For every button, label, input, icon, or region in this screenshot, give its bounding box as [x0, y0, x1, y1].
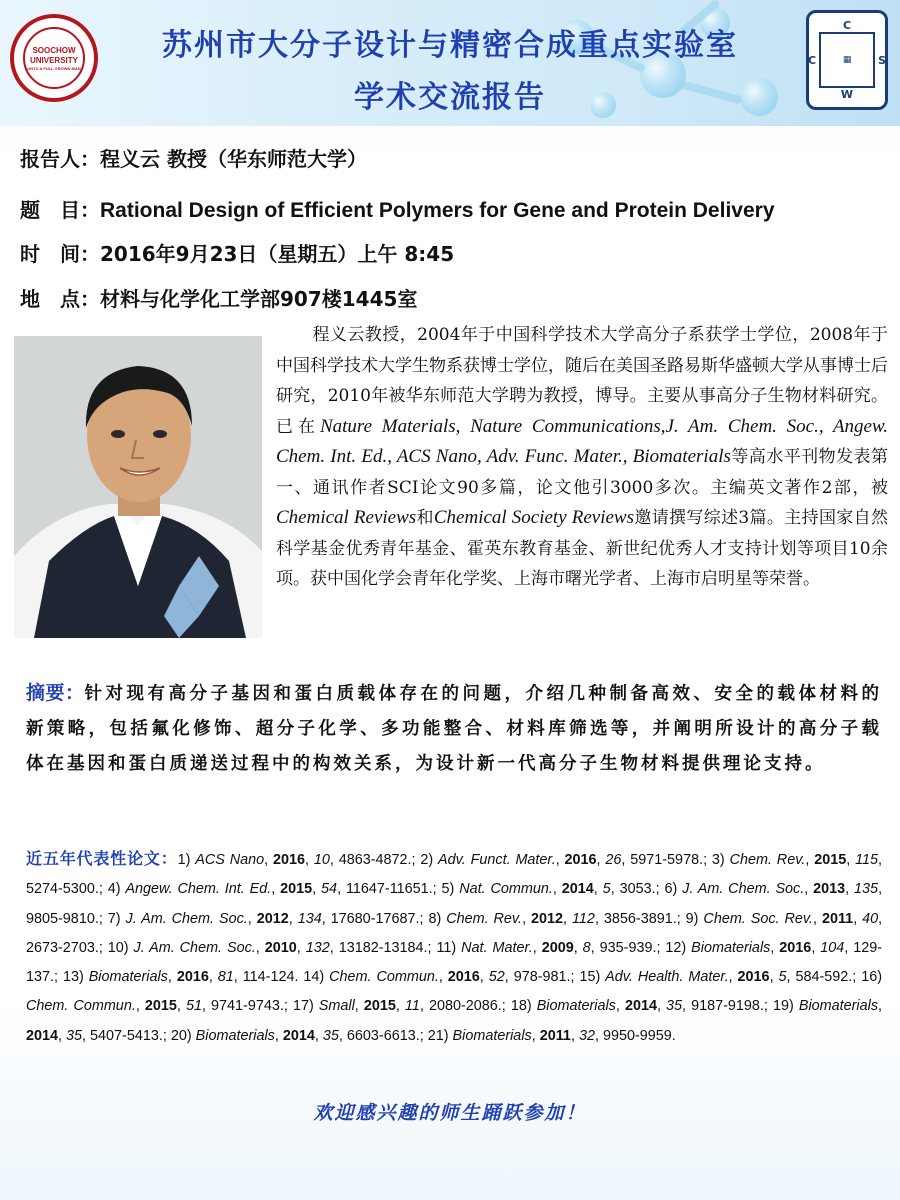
paper-item: 20) Biomaterials, 2014, 35, 6603-6613.; [170, 1027, 428, 1044]
logo-left-motto: UNTO A FULL GROWN MAN [27, 65, 81, 71]
paper-number: 2) [420, 852, 439, 868]
welcome-message: 欢迎感兴趣的师生踊跃参加！ [313, 1102, 587, 1124]
paper-item: 13) Biomaterials, 2016, 81, 114-124. [62, 969, 299, 986]
paper-number: 15) [579, 969, 606, 986]
poster-header [0, 0, 900, 126]
bio-journals: Nature Materials, Nature Communications,J. Am. Chem. Soc., Angew. Chem. Int. Ed., ACS Nano, Adv. Func. Mater., Biomaterials [276, 415, 889, 467]
college-logo [806, 10, 888, 110]
paper-year: 2014 [624, 998, 657, 1015]
paper-journal: Chem. Rev. [729, 852, 806, 868]
soochow-university-logo [10, 14, 98, 102]
paper-pages: 5274-5300. [26, 881, 99, 898]
paper-journal: Adv. Funct. Mater. [438, 852, 556, 868]
paper-pages: 5407-5413. [90, 1027, 163, 1044]
bio-text-3: 邀请撰写综述3篇。主持国家自然科学基金优秀青年基金、霍英东教育基金、新世纪优秀人才支持计划等项目10余项。获中国化学会青年化学奖、上海市曙光学者、上海市启明星等荣誉。 [276, 508, 888, 589]
paper-number: 20) [170, 1027, 196, 1044]
paper-number: 21) [427, 1027, 453, 1044]
paper-item: 5) Nat. Commun., 2014, 5, 3053.; [441, 881, 665, 898]
speaker-biography [276, 320, 888, 595]
paper-item: 19) Biomaterials, 2014, 35, 5407-5413.; [26, 998, 883, 1044]
paper-volume: 35 [322, 1027, 339, 1044]
logo-right-letter-bottom: W [840, 88, 854, 101]
logo-right-letter-right: S [878, 53, 887, 67]
poster-subtitle: 学术交流报告 [354, 80, 546, 115]
paper-volume: 52 [488, 969, 505, 986]
speaker-portrait-illustration [14, 336, 262, 638]
paper-journal: Biomaterials [195, 1027, 275, 1044]
paper-number: 9) [685, 910, 704, 927]
paper-year: 2009 [541, 939, 574, 956]
paper-item: 7) J. Am. Chem. Soc., 2012, 134, 17680-17687.; [107, 910, 429, 927]
paper-item: 1) ACS Nano, 2016, 10, 4863-4872.; [177, 852, 421, 868]
reporter-label: 报告人： [20, 147, 100, 171]
bio-review-1: Chemical Reviews [276, 507, 417, 528]
paper-journal: Chem. Commun. [26, 998, 136, 1015]
paper-item: 9) Chem. Soc. Rev., 2011, 40, 2673-2703.; [26, 910, 883, 956]
paper-year: 2015 [814, 852, 847, 868]
paper-journal: Biomaterials [798, 998, 879, 1015]
paper-journal: Chem. Commun. [329, 969, 439, 986]
paper-journal: ACS Nano [195, 852, 265, 868]
paper-number: 11) [436, 939, 462, 956]
paper-year: 2016 [737, 969, 770, 986]
logo-right-emblem: ▦ [819, 32, 875, 88]
paper-volume: 11 [404, 998, 420, 1015]
paper-item: 17) Small, 2015, 11, 2080-2086.; [292, 998, 511, 1015]
paper-journal: Chem. Soc. Rev. [703, 910, 814, 927]
paper-year: 2011 [539, 1027, 571, 1044]
time-label: 时 间： [20, 242, 100, 266]
paper-volume: 35 [66, 1027, 83, 1044]
abstract-label: 摘要： [26, 682, 85, 704]
paper-journal: Chem. Rev. [446, 910, 523, 927]
paper-journal: Angew. Chem. Int. Ed. [125, 881, 272, 898]
topic-label: 题 目： [20, 198, 100, 222]
paper-item: 2) Adv. Funct. Mater., 2016, 26, 5971-5978.; [420, 852, 712, 868]
paper-number: 3) [711, 852, 730, 868]
paper-number: 7) [107, 910, 126, 927]
papers-label: 近五年代表性论文： [26, 849, 178, 868]
paper-item: 15) Adv. Health. Mater., 2016, 5, 584-592.; [579, 969, 862, 986]
paper-pages: 9187-9198. [691, 998, 764, 1015]
paper-volume: 51 [185, 998, 202, 1015]
bio-text-2: 等高水平刊物发表第一、通讯作者SCI论文90多篇，论文他引3000多次。主编英文著作2部，被 [276, 447, 888, 498]
paper-year: 2011 [821, 910, 854, 927]
paper-item: 14) Chem. Commun., 2016, 52, 978-981.; [303, 969, 580, 986]
paper-year: 2014 [282, 1027, 315, 1044]
paper-item: 16) Chem. Commun., 2015, 51, 9741-9743.; [26, 969, 883, 1015]
paper-year: 2016 [779, 939, 812, 956]
paper-year: 2013 [813, 881, 846, 898]
paper-journal: J. Am. Chem. Soc. [125, 910, 248, 927]
reporter-row [20, 143, 367, 172]
paper-year: 2016 [272, 852, 305, 868]
logo-left-bottom-text: UNIVERSITY [29, 55, 78, 65]
paper-pages: 3053. [619, 881, 656, 898]
paper-pages: 129-137. [26, 939, 883, 986]
paper-year: 2016 [564, 852, 597, 868]
paper-journal: Nat. Mater. [461, 939, 533, 956]
paper-number: 4) [107, 881, 126, 898]
paper-pages: 4863-4872. [338, 852, 412, 868]
paper-number: 8) [428, 910, 447, 927]
paper-volume: 134 [297, 910, 322, 927]
paper-item: 10) J. Am. Chem. Soc., 2010, 132, 13182-13184.; [107, 939, 437, 956]
paper-pages: 11647-11651. [345, 881, 433, 898]
time-value: 2016年9月23日（星期五）上午 8:45 [100, 242, 455, 266]
paper-journal: Biomaterials [536, 998, 616, 1015]
paper-volume: 81 [217, 969, 234, 986]
paper-pages: 2673-2703. [26, 939, 99, 956]
paper-volume: 40 [862, 910, 879, 927]
paper-number: 18) [510, 998, 537, 1015]
paper-volume: 8 [582, 939, 591, 956]
bio-text-1: 程义云教授，2004年于中国科学技术大学高分子系获学士学位，2008年于中国科学技术大学生物系获博士学位，随后在美国圣路易斯华盛顿大学从事博士后研究，2010年被华东师范大学聘为教授，博导。主要从事高分子生物材料研究。已在 [276, 325, 888, 437]
paper-list [26, 852, 882, 1044]
paper-pages: 6603-6613. [346, 1027, 420, 1044]
paper-pages: 13182-13184. [338, 939, 428, 956]
bio-review-2: Chemical Society Reviews [433, 507, 634, 528]
paper-year: 2014 [561, 881, 594, 898]
poster-title: 苏州市大分子设计与精密合成重点实验室 [162, 28, 738, 63]
paper-journal: Adv. Health. Mater. [605, 969, 729, 986]
paper-number: 17) [292, 998, 319, 1015]
paper-pages: 9741-9743. [211, 998, 284, 1015]
paper-volume: 115 [855, 852, 879, 868]
paper-volume: 32 [578, 1027, 595, 1044]
bio-and: 和 [416, 508, 434, 528]
paper-number: 19) [772, 998, 799, 1015]
paper-journal: Small [318, 998, 355, 1015]
paper-volume: 5 [602, 881, 611, 898]
place-value: 材料与化学化工学部907楼1445室 [100, 287, 418, 311]
logo-left-top-text: SOOCHOW [32, 45, 76, 55]
paper-pages: 114-124. [242, 969, 299, 986]
paper-item: 8) Chem. Rev., 2012, 112, 3856-3891.; [428, 910, 686, 927]
paper-pages: 584-592. [795, 969, 853, 986]
paper-number: 6) [664, 881, 683, 898]
paper-year: 2010 [264, 939, 297, 956]
paper-volume: 35 [666, 998, 683, 1015]
paper-number: 10) [107, 939, 134, 956]
reporter-value: 程义云 教授（华东师范大学） [100, 147, 367, 171]
abstract-section [26, 676, 882, 782]
paper-pages: 2080-2086. [428, 998, 502, 1015]
paper-volume: 10 [313, 852, 330, 868]
paper-year: 2012 [531, 910, 564, 927]
abstract-text: 针对现有高分子基因和蛋白质载体存在的问题，介绍几种制备高效、安全的载体材料的新策略，包括氟化修饰、超分子化学、多功能整合、材料库筛选等，并阐明所设计的高分子载体在基因和蛋白质递送过程中的构效关系，为设计新一代高分子生物材料提供理论支持。 [26, 684, 882, 774]
paper-volume: 112 [571, 910, 595, 927]
paper-number: 13) [62, 969, 89, 986]
representative-papers [26, 844, 882, 1051]
time-row [20, 238, 454, 267]
paper-journal: J. Am. Chem. Soc. [682, 881, 805, 898]
paper-pages: 3856-3891. [603, 910, 677, 927]
paper-journal: Biomaterials [452, 1027, 532, 1044]
paper-item: 21) Biomaterials, 2011, 32, 9950-9959. [427, 1027, 676, 1044]
paper-volume: 26 [605, 852, 622, 868]
logo-right-letter-left: C [808, 53, 817, 67]
paper-journal: Nat. Commun. [459, 881, 553, 898]
topic-value: Rational Design of Efficient Polymers for Gene and Protein Delivery [100, 199, 775, 222]
topic-row [20, 194, 775, 223]
paper-year: 2016 [176, 969, 209, 986]
paper-year: 2014 [26, 1027, 59, 1044]
paper-volume: 5 [778, 969, 787, 986]
paper-item: 3) Chem. Rev., 2015, 115, 5274-5300.; [26, 852, 883, 898]
paper-number: 5) [441, 881, 460, 898]
paper-pages: 17680-17687. [330, 910, 420, 927]
paper-journal: Biomaterials [88, 969, 168, 986]
logo-right-letter-top: C [842, 19, 852, 32]
paper-item: 4) Angew. Chem. Int. Ed., 2015, 54, 11647-11651.; [107, 881, 442, 898]
paper-journal: J. Am. Chem. Soc. [133, 939, 256, 956]
place-row [20, 283, 417, 312]
paper-year: 2015 [280, 881, 313, 898]
paper-item: 12) Biomaterials, 2016, 104, 129-137.; [26, 939, 883, 986]
paper-volume: 104 [820, 939, 845, 956]
paper-number: 16) [861, 969, 883, 986]
paper-journal: Biomaterials [691, 939, 771, 956]
paper-number: 14) [303, 969, 330, 986]
place-label: 地 点： [20, 287, 100, 311]
speaker-photo [14, 336, 262, 638]
paper-number: 12) [665, 939, 692, 956]
paper-item: 11) Nat. Mater., 2009, 8, 935-939.; [436, 939, 666, 956]
paper-year: 2015 [144, 998, 177, 1015]
paper-year: 2016 [447, 969, 480, 986]
paper-item: 6) J. Am. Chem. Soc., 2013, 135, 9805-9810.; [26, 881, 883, 927]
paper-volume: 135 [854, 881, 879, 898]
paper-number: 1) [177, 852, 196, 868]
paper-year: 2015 [363, 998, 396, 1015]
paper-volume: 132 [305, 939, 330, 956]
paper-pages: 5971-5978. [630, 852, 704, 868]
paper-pages: 9950-9959. [602, 1027, 676, 1044]
paper-pages: 978-981. [513, 969, 571, 986]
paper-pages: 935-939. [599, 939, 657, 956]
paper-pages: 9805-9810. [26, 910, 99, 927]
paper-volume: 54 [321, 881, 338, 898]
paper-item: 18) Biomaterials, 2014, 35, 9187-9198.; [510, 998, 773, 1015]
paper-year: 2012 [256, 910, 289, 927]
